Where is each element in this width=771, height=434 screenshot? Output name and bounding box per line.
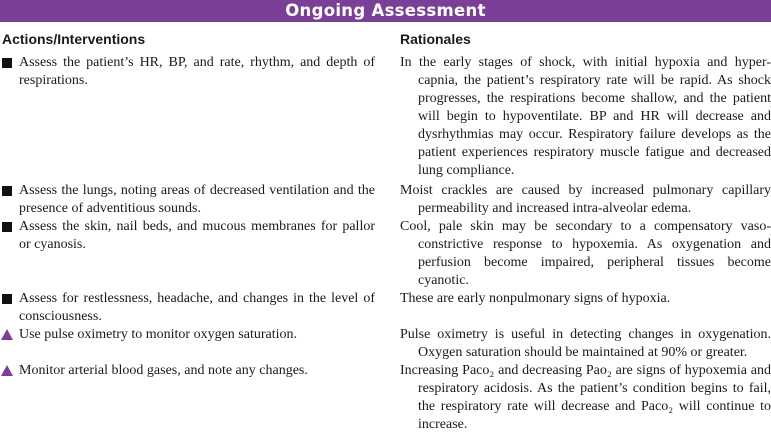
rationales-column-header: Rationales <box>400 31 471 47</box>
action-text: Use pulse oximetry to monitor oxygen saturation. <box>19 327 298 342</box>
action-text: Assess the patient’s HR, BP, and rate, rhythm, and depth of respirations. <box>19 55 375 88</box>
action-text: Assess the lungs, noting areas of decreased ventilation and the presence of adventitious sounds. <box>19 183 375 216</box>
action-item-1 <box>0 54 375 90</box>
square-bullet-icon <box>2 186 12 196</box>
section-title: Ongoing Assessment <box>285 1 486 20</box>
action-item-6 <box>0 362 375 380</box>
rationale-item-4: These are early nonpulmonary signs of hypoxia. <box>400 291 671 306</box>
action-item-2 <box>0 182 375 218</box>
actions-column-header: Actions/Interventions <box>2 31 146 47</box>
square-bullet-icon <box>2 222 12 232</box>
square-bullet-icon <box>2 294 12 304</box>
rationale-item-5: Pulse oximetry is useful in detecting changes in oxygenation. Oxygen saturation should be maintained at 90% or greater. <box>400 327 771 360</box>
action-text: Monitor arterial blood gases, and note any changes. <box>19 363 308 378</box>
rationale-item-3: Cool, pale skin may be secondary to a compensatory vaso-constrictive response to hypoxemia. As oxygenation and perfusion become impaired, peripheral tissues become cyanotic. <box>400 219 771 288</box>
triangle-bullet-icon <box>1 329 13 340</box>
rationale-item-6: Increasing Paco₂ and decreasing Pao₂ are signs of hypoxemia and respiratory acidosis. As the patient’s condition begins to fail, the respiratory rate will decrease and Paco₂ will continue to increase. <box>400 363 771 432</box>
action-item-3 <box>0 218 375 254</box>
rationale-item-2: Moist crackles are caused by increased pulmonary capillary permeability and increased intra-alveolar edema. <box>400 183 771 216</box>
section-banner <box>0 0 771 22</box>
action-item-5 <box>0 326 375 344</box>
action-text: Assess the skin, nail beds, and mucous membranes for pallor or cyanosis. <box>19 219 375 252</box>
triangle-bullet-icon <box>1 365 13 376</box>
rationale-item-1: In the early stages of shock, with initial hypoxia and hyper-capnia, the patient’s respiratory rate will be rapid. As shock progresses, the respirations become shallow, and the patient will begin to hypoventilate. BP and HR will decrease and dysrhythmias may occur. Respiratory failure develops as the patient experiences respiratory muscle fatigue and decreased lung compliance. <box>400 55 771 178</box>
action-item-4 <box>0 290 375 326</box>
square-bullet-icon <box>2 58 12 68</box>
action-text: Assess for restlessness, headache, and changes in the level of consciousness. <box>19 291 375 324</box>
